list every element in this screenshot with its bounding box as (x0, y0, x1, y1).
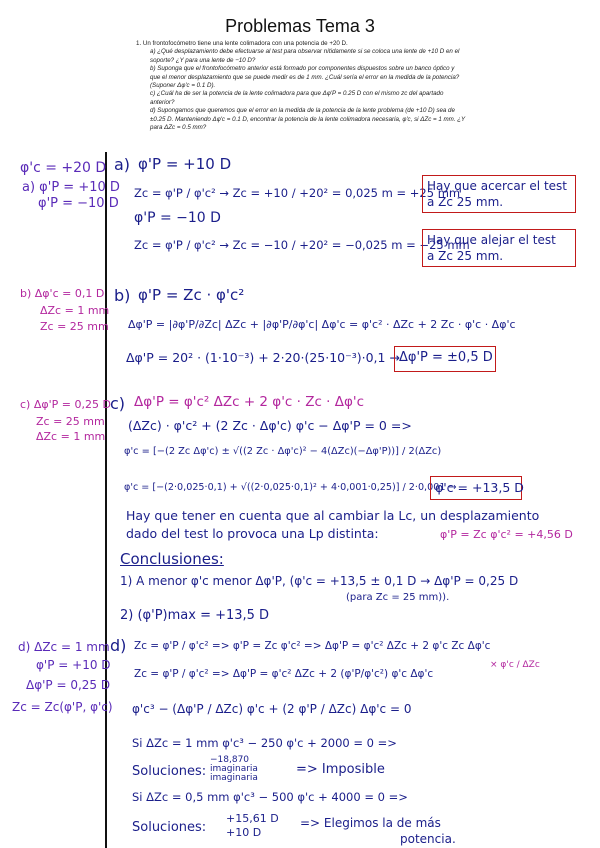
problem-item-d: d) Supongamos que queremos que el error en la medida de la potencia de la lente problema (de +10 D) sea de ±0.25 D. Manteniendo Δφ'c = 0.1 D, encontrar la potencia de la lente colimadora necesaria, φ'c, si ΔZc = 1 mm. ¿Y para ΔZc = 0.5 mm? (150, 107, 466, 132)
margin-a-1: a) φ'P = +10 D (22, 180, 120, 195)
sol-a-eq1: Zc = φ'P / φ'c² → Zc = +10 / +20² = 0,025 m = +25 mm (134, 186, 461, 200)
margin-b-1: b) Δφ'c = 0,1 D (20, 287, 105, 300)
sol-c-label: c) (110, 394, 126, 413)
sol-d-label: d) (110, 636, 127, 655)
margin-b-3: Zc = 25 mm (40, 320, 109, 333)
sol-b-eq1: Δφ'P = |∂φ'P/∂Zc| ΔZc + |∂φ'P/∂φ'c| Δφ'c = φ'c² · ΔZc + 2 Zc · φ'c · Δφ'c (128, 318, 516, 331)
margin-b-2: ΔZc = 1 mm (40, 304, 110, 317)
sol-b-result: Δφ'P = ±0,5 D (399, 350, 493, 365)
sol-d-sol1-values (210, 756, 258, 783)
sol-c-result-box (430, 476, 522, 500)
sol-d-sol1-v1: −18,870 (210, 755, 250, 765)
problem-item-c: c) ¿Cuál ha de ser la potencia de la lente colimadora para que Δφ'P = 0.25 D con el mismo zc del apartado anterior? (150, 90, 444, 106)
sol-a-line2: φ'P = −10 D (134, 210, 221, 226)
sol-d-sol2-v1: +15,61 D (226, 812, 279, 825)
sol-c-conclusions-title: Conclusiones: (120, 550, 224, 568)
sol-a-box2-line2: a Zc 25 mm. (427, 249, 504, 263)
margin-d-4: Zc = Zc(φ'P, φ'c) (12, 700, 113, 714)
sol-c-note1: Hay que tener en cuenta que al cambiar la Lc, un desplazamiento (126, 508, 540, 523)
margin-d-3: Δφ'P = 0,25 D (26, 678, 111, 692)
sol-c-conclusion-1b: (para Zc = 25 mm)). (346, 592, 450, 603)
sol-b-line1: φ'P = Zc · φ'c² (138, 286, 245, 304)
margin-d-1: d) ΔZc = 1 mm (18, 640, 110, 654)
margin-c-3: ΔZc = 1 mm (36, 430, 106, 443)
sol-b-eq2: Δφ'P = 20² · (1·10⁻³) + 2·20·(25·10⁻³)·0,1 → (126, 350, 400, 365)
margin-d-2: φ'P = +10 D (36, 658, 111, 672)
margin-divider (105, 152, 107, 848)
sol-c-conclusion-2: 2) (φ'P)max = +13,5 D (120, 608, 270, 623)
problem-number: 1. (136, 40, 142, 47)
sol-d-sol2-result-b: potencia. (400, 832, 456, 846)
sol-d-sol2-result: => Elegimos la de más (300, 816, 441, 830)
margin-a-2: φ'P = −10 D (38, 196, 119, 211)
sol-d-sol1-v2: imaginaria (210, 764, 258, 774)
problem-intro-text: Un frontofocómetro tiene una lente colimadora con una potencia de +20 D. (142, 40, 348, 47)
problem-statement (136, 40, 466, 132)
sol-c-eq1: (ΔZc) · φ'c² + (2 Zc · Δφ'c) φ'c − Δφ'P = 0 => (128, 418, 412, 433)
margin-top-data: φ'c = +20 D (20, 160, 107, 176)
sol-c-eq2: φ'c = [−(2 Zc Δφ'c) ± √((2 Zc · Δφ'c)² − 4(ΔZc)(−Δφ'P))] / 2(ΔZc) (124, 446, 442, 457)
sol-a-label: a) (114, 155, 131, 174)
sol-c-line1: Δφ'P = φ'c² ΔZc + 2 φ'c · Zc · Δφ'c (134, 394, 365, 410)
sol-d-eq2-note: × φ'c / ΔZc (490, 660, 540, 670)
sol-a-box2 (422, 229, 576, 267)
sol-d-sol1-result: => Imposible (296, 762, 385, 777)
margin-c-1: c) Δφ'P = 0,25 D (20, 398, 111, 411)
sol-d-eq2: Zc = φ'P / φ'c² => Δφ'P = φ'c² ΔZc + 2 (φ'P/φ'c²) φ'c Δφ'c (134, 668, 434, 680)
sol-b-result-box (394, 346, 496, 372)
sol-d-eq1: Zc = φ'P / φ'c² => φ'P = Zc φ'c² => Δφ'P = φ'c² ΔZc + 2 φ'c Zc Δφ'c (134, 640, 491, 652)
sol-a-box1 (422, 175, 576, 213)
problem-intro (136, 40, 466, 48)
sol-d-eq5: Si ΔZc = 0,5 mm φ'c³ − 500 φ'c + 4000 = 0 => (132, 790, 408, 804)
problem-item-a: a) ¿Qué desplazamiento debe efectuarse al test para observar nítidamente si se coloca una lente de +10 D en el soporte? ¿Y para una lente de −10 D? (150, 48, 460, 64)
sol-b-label: b) (114, 286, 131, 305)
sol-c-note2b: φ'P = Zc φ'c² = +4,56 D (440, 528, 573, 541)
sol-d-sol1-label: Soluciones: (132, 764, 207, 779)
sol-c-conclusion-1: 1) A menor φ'c menor Δφ'P, (φ'c = +13,5 ± 0,1 D → Δφ'P = 0,25 D (120, 574, 519, 588)
page-title: Problemas Tema 3 (225, 16, 375, 36)
sol-a-box1-line2: a Zc 25 mm. (427, 195, 504, 209)
sol-a-eq2: Zc = φ'P / φ'c² → Zc = −10 / +20² = −0,025 m = −25 mm (134, 238, 470, 252)
problem-item-b: b) Suponga que el frontofocómetro anterior está formado por componentes dispuestos sobre un banco óptico y que el menor desplazamiento que se puede medir es de 1 mm. ¿Cuál sería el error en la medida de la potencia? (Suponer Δφ'c = 0.1 D). (150, 65, 460, 90)
sol-d-eq4: Si ΔZc = 1 mm φ'c³ − 250 φ'c + 2000 = 0 => (132, 736, 397, 750)
sol-c-result: φ'c = +13,5 D (435, 480, 524, 495)
sol-a-line1: φ'P = +10 D (138, 155, 232, 173)
sol-d-eq3: φ'c³ − (Δφ'P / ΔZc) φ'c + (2 φ'P / ΔZc) Δφ'c = 0 (132, 702, 412, 716)
sol-c-note2: dado del test lo provoca una Lp distinta: (126, 526, 379, 541)
margin-c-2: Zc = 25 mm (36, 415, 105, 428)
sol-d-sol2-v2: +10 D (226, 826, 262, 839)
sol-d-sol2-values (226, 812, 279, 840)
sol-d-sol1-v3: imaginaria (210, 773, 258, 783)
sol-d-sol2-label: Soluciones: (132, 820, 207, 835)
sol-c-eq3: φ'c = [−(2·0,025·0,1) + √((2·0,025·0,1)² + 4·0,001·0,25)] / 2·0,001 → (124, 482, 457, 493)
sol-a-box1-line1: Hay que acercar el test (427, 179, 567, 193)
sol-a-box2-line1: Hay que alejar el test (427, 233, 556, 247)
